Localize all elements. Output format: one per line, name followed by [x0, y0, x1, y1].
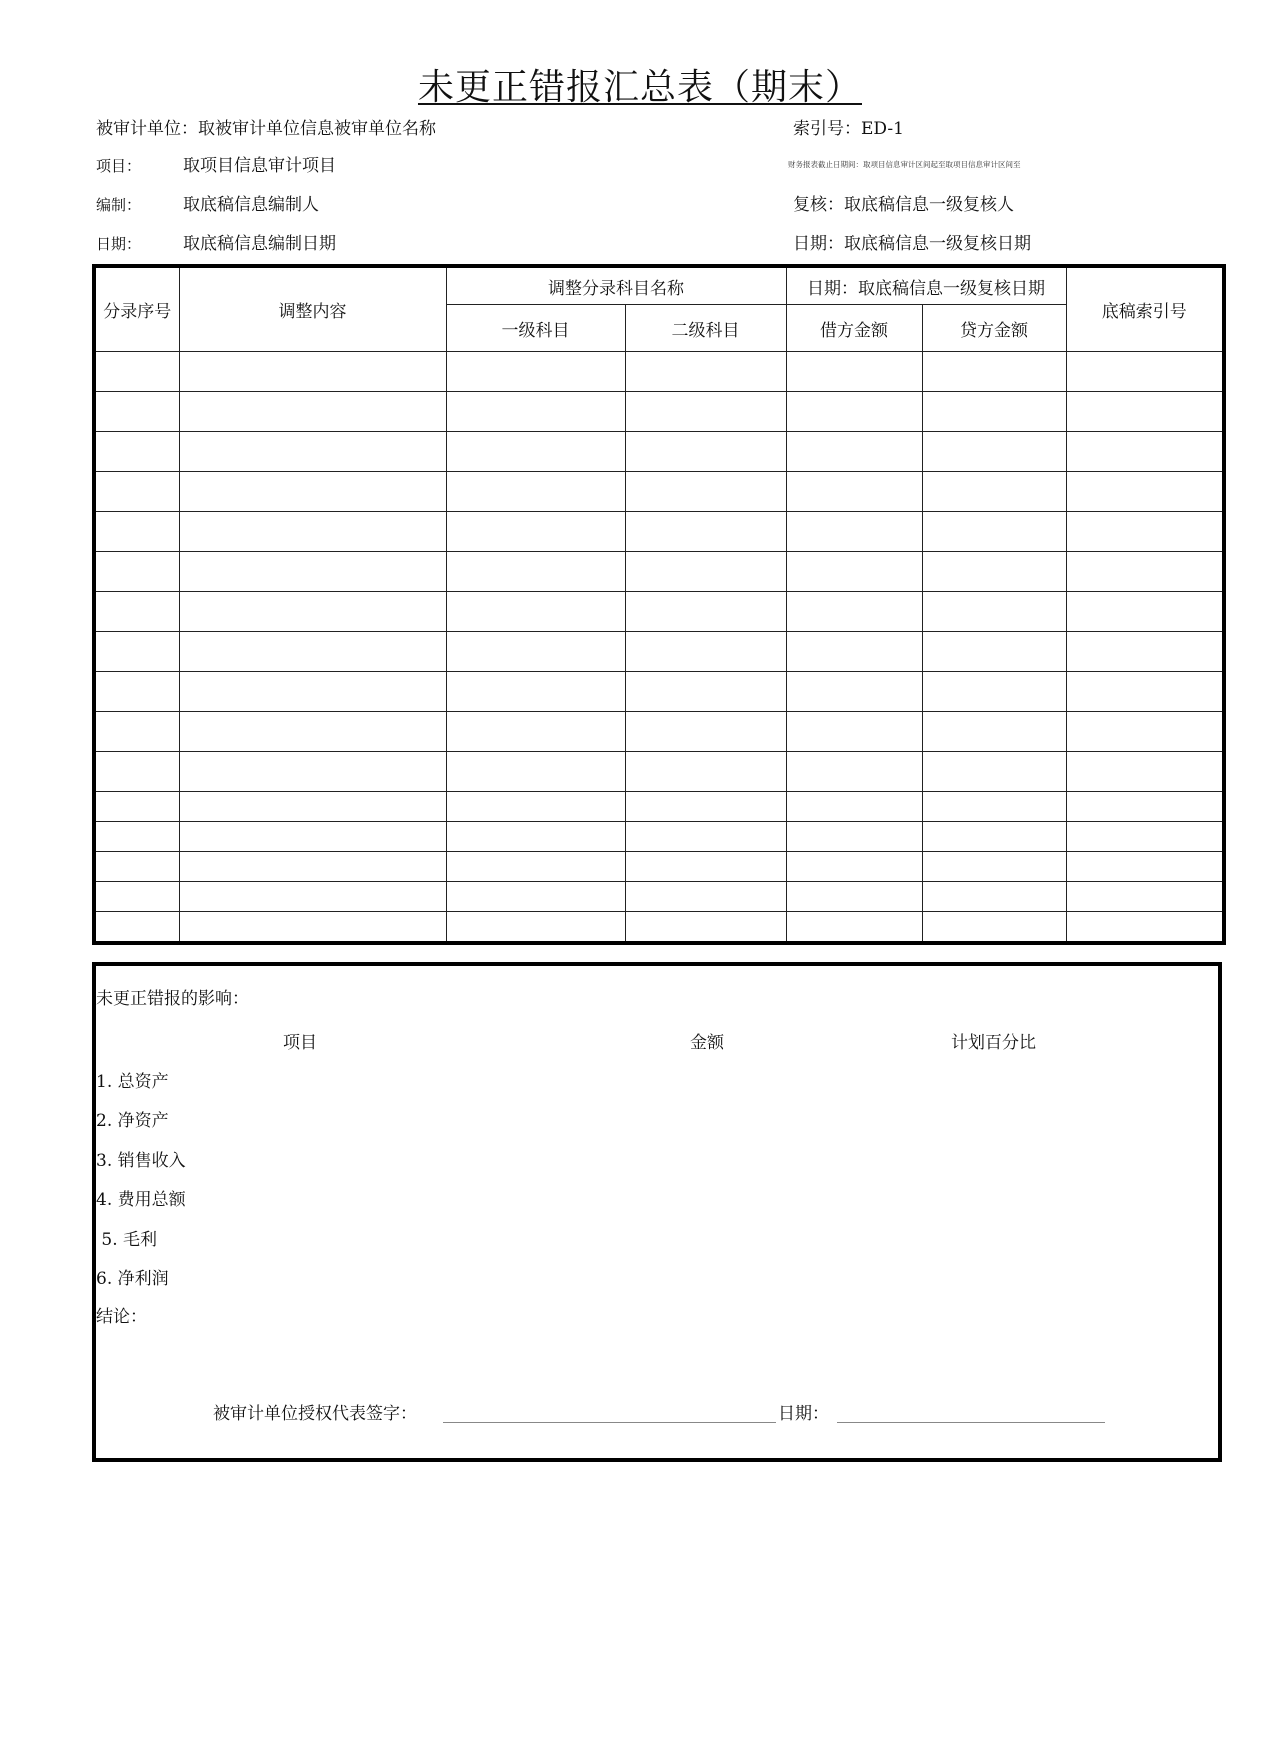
col-header-entry-no: 分录序号 — [94, 266, 179, 352]
col-header-debit: 借方金额 — [786, 305, 922, 352]
cell-ref-index[interactable] — [1066, 512, 1224, 552]
table-row — [94, 352, 1224, 392]
cell-adjust-content[interactable] — [179, 552, 446, 592]
cell-adjust-content[interactable] — [179, 672, 446, 712]
cell-level2-account[interactable] — [625, 882, 786, 912]
project-label: 项目： — [96, 157, 142, 175]
cell-level1-account[interactable] — [446, 712, 625, 752]
cell-debit-amount[interactable] — [786, 552, 922, 592]
cell-level1-account[interactable] — [446, 752, 625, 792]
cell-debit-amount[interactable] — [786, 822, 922, 852]
cell-debit-amount[interactable] — [786, 712, 922, 752]
cell-level1-account[interactable] — [446, 672, 625, 712]
impact-col-amount: 金额 — [690, 1033, 724, 1053]
cell-adjust-content[interactable] — [179, 472, 446, 512]
cell-adjust-content[interactable] — [179, 632, 446, 672]
col-header-level2: 二级科目 — [625, 305, 786, 352]
col-header-account-group: 调整分录科目名称 — [446, 266, 786, 305]
cell-credit-amount[interactable] — [922, 712, 1066, 752]
table-row — [94, 632, 1224, 672]
cell-ref-index[interactable] — [1066, 752, 1224, 792]
cell-level2-account[interactable] — [625, 512, 786, 552]
impact-heading: 未更正错报的影响： — [96, 989, 249, 1009]
cell-level1-account[interactable] — [446, 912, 625, 944]
impact-col-item: 项目 — [283, 1033, 317, 1053]
signature-date-field[interactable] — [837, 1422, 1105, 1423]
cell-adjust-content[interactable] — [179, 592, 446, 632]
cell-credit-amount[interactable] — [922, 552, 1066, 592]
cell-credit-amount[interactable] — [922, 822, 1066, 852]
cell-debit-amount[interactable] — [786, 672, 922, 712]
cell-entry-no[interactable] — [94, 792, 179, 822]
cell-ref-index[interactable] — [1066, 592, 1224, 632]
prep-date-value: 取底稿信息编制日期 — [183, 234, 336, 254]
table-row — [94, 912, 1224, 944]
cell-entry-no[interactable] — [94, 852, 179, 882]
impact-section — [92, 962, 1222, 1462]
cell-adjust-content[interactable] — [179, 822, 446, 852]
cell-debit-amount[interactable] — [786, 912, 922, 944]
cell-level1-account[interactable] — [446, 592, 625, 632]
cell-debit-amount[interactable] — [786, 632, 922, 672]
reviewer: 复核：取底稿信息一级复核人 — [793, 195, 1014, 215]
cell-adjust-content[interactable] — [179, 432, 446, 472]
cell-credit-amount[interactable] — [922, 632, 1066, 672]
cell-credit-amount[interactable] — [922, 672, 1066, 712]
cell-level2-account[interactable] — [625, 632, 786, 672]
table-row — [94, 852, 1224, 882]
project-value: 取项目信息审计项目 — [183, 156, 336, 176]
cell-entry-no[interactable] — [94, 512, 179, 552]
cell-debit-amount[interactable] — [786, 352, 922, 392]
cell-ref-index[interactable] — [1066, 712, 1224, 752]
cell-credit-amount[interactable] — [922, 512, 1066, 552]
audited-unit-value: 取被审计单位信息被审单位名称 — [198, 119, 436, 139]
cell-entry-no[interactable] — [94, 882, 179, 912]
cell-debit-amount[interactable] — [786, 882, 922, 912]
page-title-text: 未更正错报汇总表（期末） — [417, 67, 862, 108]
table-row — [94, 472, 1224, 512]
cell-credit-amount[interactable] — [922, 432, 1066, 472]
table-row — [94, 822, 1224, 852]
cell-ref-index[interactable] — [1066, 852, 1224, 882]
cell-credit-amount[interactable] — [922, 792, 1066, 822]
cell-level1-account[interactable] — [446, 792, 625, 822]
cell-level2-account[interactable] — [625, 552, 786, 592]
cell-entry-no[interactable] — [94, 552, 179, 592]
cell-adjust-content[interactable] — [179, 912, 446, 944]
signature-field[interactable] — [443, 1422, 776, 1423]
signature-date-label: 日期： — [778, 1404, 829, 1424]
cell-ref-index[interactable] — [1066, 672, 1224, 712]
audited-unit — [96, 118, 436, 140]
cell-debit-amount[interactable] — [786, 792, 922, 822]
index-number: 索引号：ED-1 — [793, 119, 904, 139]
cell-ref-index[interactable] — [1066, 432, 1224, 472]
table-row — [94, 392, 1224, 432]
table-row — [94, 592, 1224, 632]
cell-level2-account[interactable] — [625, 592, 786, 632]
col-header-date-group: 日期：取底稿信息一级复核日期 — [786, 266, 1066, 305]
cell-level1-account[interactable] — [446, 632, 625, 672]
preparer-label: 编制： — [96, 196, 142, 214]
cell-level2-account[interactable] — [625, 712, 786, 752]
cell-credit-amount[interactable] — [922, 392, 1066, 432]
cell-entry-no[interactable] — [94, 392, 179, 432]
cell-credit-amount[interactable] — [922, 882, 1066, 912]
impact-item-sales-revenue: 3. 销售收入 — [96, 1151, 186, 1171]
cell-debit-amount[interactable] — [786, 512, 922, 552]
cell-entry-no[interactable] — [94, 352, 179, 392]
cell-debit-amount[interactable] — [786, 432, 922, 472]
cell-level2-account[interactable] — [625, 822, 786, 852]
cell-entry-no[interactable] — [94, 712, 179, 752]
cell-adjust-content[interactable] — [179, 352, 446, 392]
table-row — [94, 882, 1224, 912]
cell-level2-account[interactable] — [625, 792, 786, 822]
cell-ref-index[interactable] — [1066, 392, 1224, 432]
cell-entry-no[interactable] — [94, 822, 179, 852]
cell-ref-index[interactable] — [1066, 352, 1224, 392]
prep-date-label: 日期： — [96, 235, 142, 253]
review-date: 日期：取底稿信息一级复核日期 — [793, 234, 1031, 254]
col-header-level1: 一级科目 — [446, 305, 625, 352]
period-note: 财务报表截止日期间：取项目信息审计区间起至取项目信息审计区间至 — [788, 160, 1021, 169]
impact-col-percent: 计划百分比 — [951, 1033, 1036, 1053]
cell-credit-amount[interactable] — [922, 352, 1066, 392]
cell-entry-no[interactable] — [94, 912, 179, 944]
cell-credit-amount[interactable] — [922, 752, 1066, 792]
table-row — [94, 672, 1224, 712]
cell-ref-index[interactable] — [1066, 472, 1224, 512]
cell-adjust-content[interactable] — [179, 882, 446, 912]
cell-credit-amount[interactable] — [922, 472, 1066, 512]
page-title — [0, 66, 1280, 110]
cell-entry-no[interactable] — [94, 432, 179, 472]
cell-debit-amount[interactable] — [786, 392, 922, 432]
cell-level1-account[interactable] — [446, 432, 625, 472]
col-header-credit: 贷方金额 — [922, 305, 1066, 352]
impact-item-gross-profit: 5. 毛利 — [96, 1230, 158, 1250]
cell-ref-index[interactable] — [1066, 552, 1224, 592]
cell-ref-index[interactable] — [1066, 632, 1224, 672]
cell-debit-amount[interactable] — [786, 472, 922, 512]
cell-level1-account[interactable] — [446, 472, 625, 512]
table-row — [94, 792, 1224, 822]
table-row — [94, 512, 1224, 552]
cell-level1-account[interactable] — [446, 882, 625, 912]
cell-level2-account[interactable] — [625, 352, 786, 392]
cell-debit-amount[interactable] — [786, 592, 922, 632]
cell-level2-account[interactable] — [625, 392, 786, 432]
col-header-adjust-content: 调整内容 — [179, 266, 446, 352]
cell-ref-index[interactable] — [1066, 822, 1224, 852]
table-row — [94, 432, 1224, 472]
cell-ref-index[interactable] — [1066, 912, 1224, 944]
cell-level2-account[interactable] — [625, 752, 786, 792]
impact-item-total-expenses: 4. 费用总额 — [96, 1190, 186, 1210]
cell-entry-no[interactable] — [94, 672, 179, 712]
signature-label: 被审计单位授权代表签字： — [213, 1404, 417, 1424]
impact-item-total-assets: 1. 总资产 — [96, 1072, 169, 1092]
cell-level1-account[interactable] — [446, 392, 625, 432]
cell-level1-account[interactable] — [446, 552, 625, 592]
impact-item-net-assets: 2. 净资产 — [96, 1111, 169, 1131]
cell-entry-no[interactable] — [94, 592, 179, 632]
cell-entry-no[interactable] — [94, 752, 179, 792]
cell-adjust-content[interactable] — [179, 852, 446, 882]
cell-ref-index[interactable] — [1066, 792, 1224, 822]
cell-level2-account[interactable] — [625, 472, 786, 512]
misstatement-table — [92, 264, 1226, 945]
cell-level1-account[interactable] — [446, 822, 625, 852]
cell-entry-no[interactable] — [94, 472, 179, 512]
cell-credit-amount[interactable] — [922, 912, 1066, 944]
cell-level1-account[interactable] — [446, 512, 625, 552]
table-row — [94, 552, 1224, 592]
audited-unit-label: 被审计单位： — [96, 119, 198, 139]
cell-adjust-content[interactable] — [179, 712, 446, 752]
cell-adjust-content[interactable] — [179, 752, 446, 792]
table-row — [94, 752, 1224, 792]
cell-adjust-content[interactable] — [179, 792, 446, 822]
cell-level2-account[interactable] — [625, 852, 786, 882]
cell-level2-account[interactable] — [625, 432, 786, 472]
cell-debit-amount[interactable] — [786, 852, 922, 882]
cell-adjust-content[interactable] — [179, 392, 446, 432]
preparer-value: 取底稿信息编制人 — [183, 195, 319, 215]
cell-level1-account[interactable] — [446, 852, 625, 882]
col-header-ref-index: 底稿索引号 — [1066, 266, 1224, 352]
conclusion-label: 结论： — [96, 1307, 147, 1327]
cell-debit-amount[interactable] — [786, 752, 922, 792]
cell-adjust-content[interactable] — [179, 512, 446, 552]
cell-level1-account[interactable] — [446, 352, 625, 392]
table-row — [94, 712, 1224, 752]
cell-ref-index[interactable] — [1066, 882, 1224, 912]
impact-item-net-profit: 6. 净利润 — [96, 1269, 169, 1289]
cell-entry-no[interactable] — [94, 632, 179, 672]
cell-credit-amount[interactable] — [922, 592, 1066, 632]
cell-level2-account[interactable] — [625, 912, 786, 944]
cell-level2-account[interactable] — [625, 672, 786, 712]
cell-credit-amount[interactable] — [922, 852, 1066, 882]
